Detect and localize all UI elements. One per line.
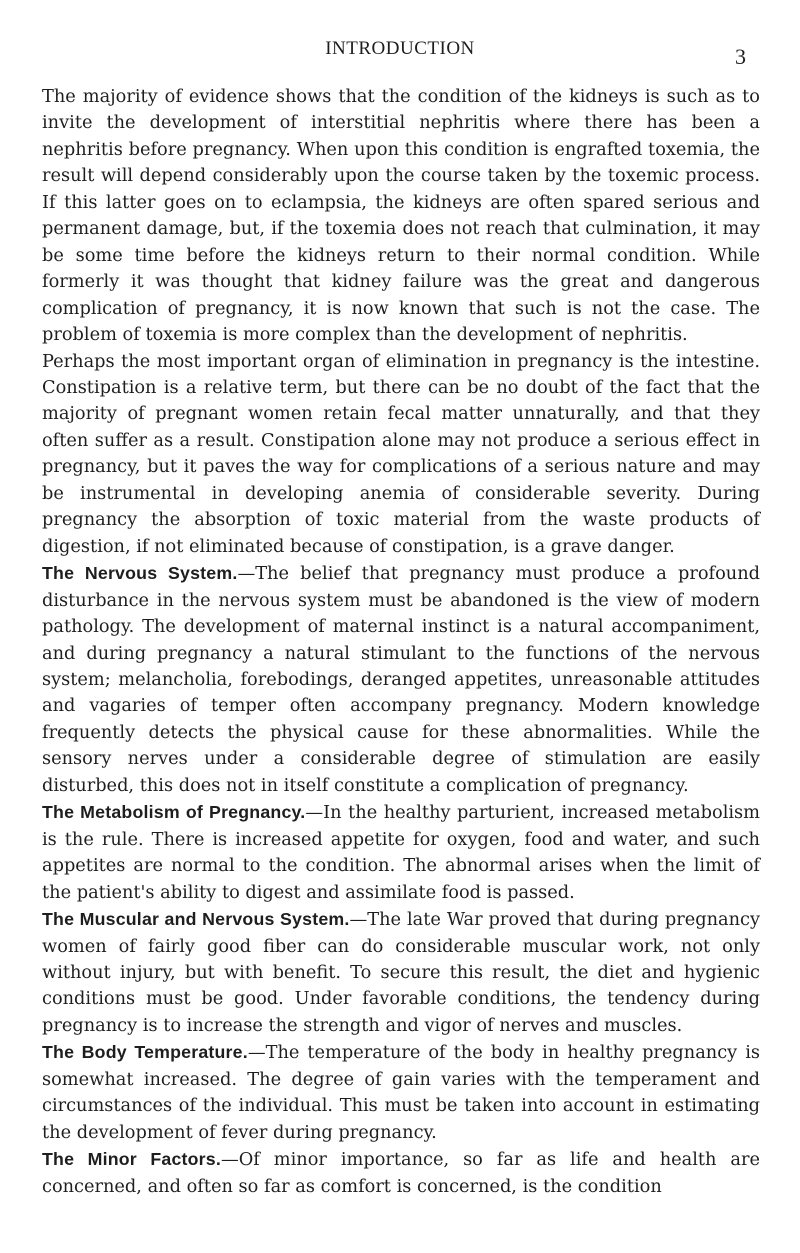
section-heading: The Muscular and Nervous System. <box>42 909 350 930</box>
paragraph-metabolism <box>42 799 760 906</box>
section-heading: The Nervous System. <box>42 563 238 584</box>
section-heading: The Minor Factors. <box>42 1149 221 1170</box>
paragraph-minor-factors <box>42 1146 760 1200</box>
paragraph-body-temperature <box>42 1039 760 1146</box>
paragraph-nervous-system <box>42 560 760 799</box>
paragraph-text: The majority of evidence shows that the condition of the kidneys is such as to invite the development of interstitial nephritis where there has been a nephritis before pregnancy. When upon this condition is engrafted toxemia, the result will depend considerably upon the course taken by the toxemic process. If this latter goes on to eclampsia, the kidneys are often spared serious and permanent damage, but, if the toxemia does not reach that culmination, it may be some time before the kidneys return to their normal condition. While formerly it was thought that kidney failure was the great and dangerous complication of pregnancy, it is now known that such is not the case. The problem of toxemia is more complex than the development of nephritis. <box>42 87 760 346</box>
section-heading: The Body Temperature. <box>42 1042 248 1063</box>
section-heading: The Metabolism of Pregnancy. <box>42 802 306 823</box>
paragraph-muscular-nervous <box>42 906 760 1039</box>
paragraph-kidneys <box>42 84 760 349</box>
paragraph-text: —The belief that pregnancy must produce a profound disturbance in the nervous system must be abandoned is the view of modern pathology. The development of maternal instinct is a natural accompaniment, and during pregnancy a natural stimulant to the functions of the nervous system; melancholia, forebodings, deranged appetites, unreasonable attitudes and vagaries of temper often accompany pregnancy. Modern knowledge frequently detects the physical cause for these abnormalities. While the sensory nerves under a considerable degree of stimulation are easily disturbed, this does not in itself constitute a complication of pregnancy. <box>42 564 760 796</box>
paragraph-intestine <box>42 349 760 561</box>
paragraph-text: —The temperature of the body in healthy pregnancy is somewhat increased. The degree of gain varies with the temperament and circumstances of the individual. This must be taken into account in estimating the development of fever during pregnancy. <box>42 1043 760 1143</box>
paragraph-text: —The late War proved that during pregnancy women of fairly good fiber can do considerable muscular work, not only without injury, but with benefit. To secure this result, the diet and hygienic conditions must be good. Under favorable conditions, the tendency during pregnancy is to increase the strength and vigor of nerves and muscles. <box>42 910 760 1036</box>
paragraph-text: —In the healthy parturient, increased metabolism is the rule. There is increased appetite for oxygen, food and water, and such appetites are normal to the condition. The abnormal arises when the limit of the patient's ability to digest and assimilate food is passed. <box>42 803 760 903</box>
paragraph-text: —Of minor importance, so far as life and health are concerned, and often so far as comfort is concerned, is the condition <box>42 1150 760 1197</box>
running-head: INTRODUCTION <box>325 38 475 59</box>
paragraph-text: Perhaps the most important organ of elimination in pregnancy is the intestine. Constipation is a relative term, but there can be no doubt of the fact that the majority of pregnant women retain fecal matter unnaturally, and that they often suffer as a result. Constipation alone may not produce a serious effect in pregnancy, but it paves the way for complications of a serious nature and may be instrumental in developing anemia of considerable severity. During pregnancy the absorption of toxic material from the waste products of digestion, if not eliminated because of constipation, is a grave danger. <box>42 351 760 557</box>
page-number: 3 <box>735 44 746 69</box>
body-text <box>42 84 760 1200</box>
